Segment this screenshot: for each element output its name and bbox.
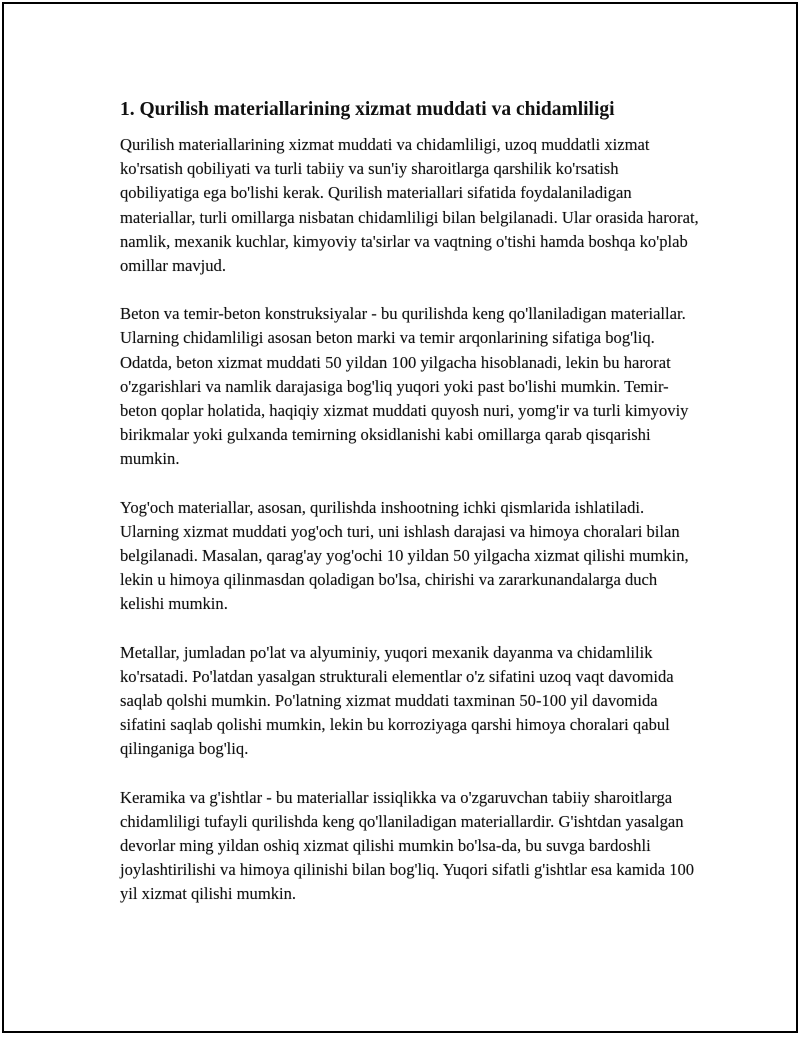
paragraph-ceramics: Keramika va g'ishtlar - bu materiallar issiqlikka va o'zgaruvchan tabiiy sharoitlarga chidamliligi tufayli qurilishda keng qo'llaniladigan materiallardir. G'ishtdan yasalgan devorlar ming yildan oshiq xizmat qilishi mumkin bo'lsa-da, bu suvga bardoshli joylashtirilishi va himoya qilinishi bilan bog'liq. Yuqori sifatli g'ishtlar esa kamida 100 yil xizmat qilishi mumkin. [120, 787, 695, 904]
paragraph-concrete: Beton va temir-beton konstruksiyalar - bu qurilishda keng qo'llaniladigan materiallar. Ularning chidamliligi asosan beton marki va temir arqonlarining sifatiga bog'liq. Odatda, beton xizmat muddati 50 yildan 100 yilgacha hisoblanadi, lekin bu harorat o'zgarishlari va namlik darajasiga bog'liq yuqori yoki past bo'lishi mumkin. Temir-beton qoplar holatida, haqiqiy xizmat muddati quyosh nuri, yomg'ir va turli kimyoviy birikmalar yoki gulxanda temirning oksidlanishi kabi omillarga qarab qisqarishi mumkin. [120, 304, 689, 469]
paragraph-metals: Metallar, jumladan po'lat va alyuminiy, yuqori mexanik dayanma va chidamlilik ko'rsatadi. Po'latdan yasalgan strukturali elementlar o'z sifatini uzoq vaqt davomida saqlab qolshi mumkin. Po'latning xizmat muddati taxminan 50-100 yil davomida sifatini saqlab qolishi mumkin, lekin bu korroziyaga qarshi himoya choralari qabul qilinganiga bog'liq. [120, 642, 674, 759]
section-title: 1. Qurilish materiallarining xizmat muddati va chidamliligi [120, 99, 615, 120]
document-body [120, 96, 700, 931]
paragraph-intro: Qurilish materiallarining xizmat muddati va chidamliligi, uzoq muddatli xizmat ko'rsatish qobiliyati va turli tabiiy va sun'iy sharoitlarga qarshilik ko'rsatish qobiliyatiga ega bo'lishi kerak. Qurilish materiallari sifatida foydalaniladigan materiallar, turli omillarga nisbatan chidamliligi bilan belgilanadi. Ular orasida harorat, namlik, mexanik kuchlar, kimyoviy ta'sirlar va vaqtning o'tishi hamda boshqa ko'plab omillar mavjud. [120, 135, 699, 276]
document-page [2, 2, 798, 1033]
paragraph-wood: Yog'och materiallar, asosan, qurilishda inshootning ichki qismlarida ishlatiladi. Ularning xizmat muddati yog'och turi, uni ishlash darajasi va himoya choralari bilan belgilanadi. Masalan, qarag'ay yog'ochi 10 yildan 50 yilgacha xizmat qilishi mumkin, lekin u himoya qilinmasdan qoladigan bo'lsa, chirishi va zararkunandalarga duch kelishi mumkin. [120, 497, 689, 614]
